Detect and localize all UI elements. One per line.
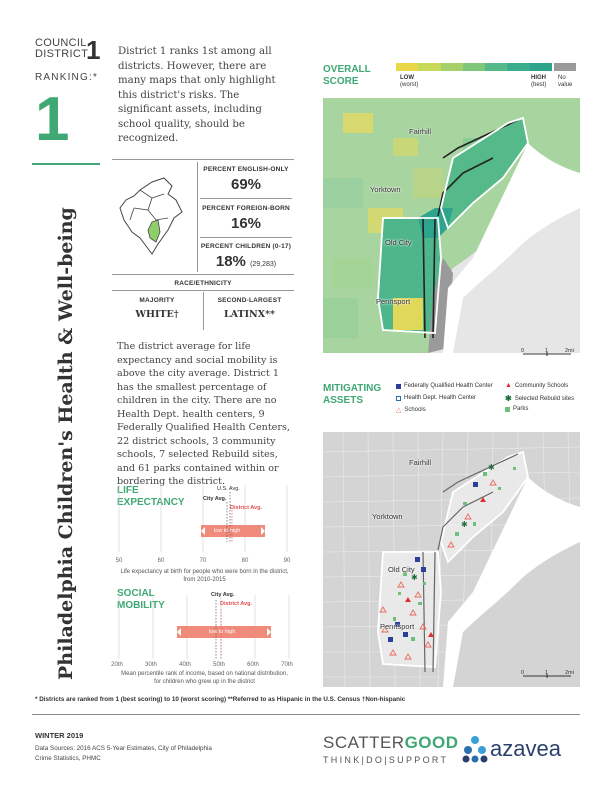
square-outline-icon: [396, 396, 401, 401]
legend-community-schools: ▲ Community Schools: [505, 382, 569, 389]
map-label: Old City: [385, 238, 412, 247]
city-avg-label: City Avg.: [203, 496, 227, 502]
scale-swatch: [441, 63, 463, 71]
page-title: Philadelphia Children's Health & Well-being: [55, 207, 77, 680]
divider: [32, 714, 580, 715]
english-only-value: 69%: [230, 176, 262, 193]
scale-swatch: [485, 63, 507, 71]
legend-health-dept: Health Dept. Health Center: [396, 395, 476, 401]
life-expectancy-chart: [117, 480, 297, 560]
mitigating-assets-map: [323, 432, 580, 687]
english-only-label: PERCENT ENGLISH-ONLY: [203, 166, 289, 173]
tick-label: 70: [199, 558, 207, 564]
data-sources: Data Sources: 2016 ACS 5-Year Estimates, City of Philadelphia Crime Statistics, PHMC: [35, 745, 212, 762]
foreign-born-value: 16%: [230, 215, 262, 232]
scale-label: 2mi: [565, 670, 574, 676]
life-expectancy-caption: Life expectancy at birth for people who were born in the district, from 2010-2015: [120, 569, 289, 583]
map-label: Pennsport: [380, 622, 415, 631]
map-label: Old City: [388, 565, 415, 574]
social-mobility-caption: Mean percentile rank of income, based on national distribution, for children who grew up in the district: [121, 671, 288, 685]
tick-label: 80: [241, 558, 249, 564]
overall-score-title: OVERALL SCORE: [323, 64, 371, 87]
district-locator-map: [112, 160, 197, 270]
triangle-outline-icon: △: [396, 407, 402, 414]
tick-label: 90: [283, 558, 291, 564]
life-expectancy-title: LIFE EXPECTANCY: [117, 485, 185, 508]
scattergood-logo: SCATTERGOOD: [323, 733, 459, 752]
range-label: low to high: [209, 629, 236, 635]
park-square-icon: [505, 407, 510, 412]
map-label: Pennsport: [376, 297, 411, 306]
us-avg-label: U.S. Avg.: [217, 486, 240, 492]
tick-label: 50th: [213, 662, 225, 668]
scattergood-tagline: THINK|DO|SUPPORT: [323, 755, 449, 765]
low-label: LOW (worst): [400, 75, 419, 88]
scale-label: 0: [521, 348, 525, 354]
divider: [200, 237, 292, 238]
map-label: Fairhill: [409, 458, 432, 467]
high-label: HIGH (best): [531, 75, 547, 88]
season-label: WINTER 2019: [35, 731, 84, 740]
scale-label: 1: [545, 670, 549, 676]
tick-label: 30th: [145, 662, 157, 668]
divider: [203, 292, 204, 330]
tick-label: 40th: [179, 662, 191, 668]
second-largest-value: LATINX**: [223, 309, 276, 320]
council-district-label: COUNCIL DISTRICT: [35, 37, 89, 60]
map-label: Fairhill: [409, 127, 432, 136]
tick-label: 70th: [281, 662, 293, 668]
legend-schools: △ Schools: [396, 407, 426, 414]
second-largest-label: SECOND-LARGEST: [217, 297, 282, 304]
tick-label: 20th: [111, 662, 123, 668]
foreign-born-label: PERCENT FOREIGN-BORN: [202, 205, 290, 212]
scale-label: 0: [521, 670, 525, 676]
city-avg-label: City Avg.: [211, 592, 235, 598]
svg-text:✱: ✱: [411, 573, 418, 582]
map-label: Yorktown: [372, 512, 403, 521]
ranking-value: 1: [35, 85, 70, 154]
azavea-logo: azavea: [490, 736, 561, 761]
divider: [112, 274, 294, 275]
asterisk-icon: ✱: [505, 394, 512, 403]
svg-text:✱: ✱: [461, 520, 468, 529]
scale-swatch: [554, 63, 576, 71]
legend-parks: Parks: [505, 406, 528, 412]
intro-text: District 1 ranks 1st among all districts. However, there are many maps that only highlight this district's risks. The significant assets, including school quality, should be recognized.: [118, 46, 276, 144]
scale-swatch: [507, 63, 529, 71]
range-label: low to high: [214, 528, 241, 534]
majority-label: MAJORITY: [139, 297, 175, 304]
scale-swatch: [396, 63, 418, 71]
scale-swatch: [418, 63, 440, 71]
district-avg-label: District Avg.: [220, 601, 252, 607]
scale-swatch: [530, 63, 552, 71]
triangle-icon: ▲: [505, 382, 512, 389]
square-icon: [396, 384, 401, 389]
social-mobility-title: SOCIAL MOBILITY: [117, 588, 165, 611]
tick-label: 60: [157, 558, 165, 564]
scale-swatch: [463, 63, 485, 71]
district-description: The district average for life expectancy and social mobility is above the city average. District 1 has the smallest percentage of children in the city. There are no Health Dept. health centers, 9 Federally Qualified Health Centers, 22 district schools, 3 community schools, 7 selected Rebuild sites, and 61 parks contained within or bordering the district.: [117, 341, 290, 487]
tick-label: 50: [115, 558, 123, 564]
azavea-logo-icon: [462, 735, 488, 768]
map-label: Yorktown: [370, 185, 401, 194]
ranking-label: RANKING:*: [35, 72, 99, 83]
children-value: 18% (29,283): [215, 253, 277, 270]
scale-label: 2mi: [565, 348, 574, 354]
divider: [112, 290, 294, 291]
divider: [197, 162, 198, 272]
social-mobility-chart: [117, 585, 297, 665]
no-value-label: No value: [558, 75, 573, 88]
race-label: RACE/ETHNICITY: [174, 280, 232, 287]
scale-label: 1: [545, 348, 549, 354]
children-label: PERCENT CHILDREN (0-17): [200, 243, 292, 250]
mitigating-assets-title: MITIGATING ASSETS: [323, 383, 382, 406]
overall-score-map: [323, 98, 580, 353]
score-color-scale: [396, 63, 576, 71]
footnote: * Districts are ranked from 1 (best scoring) to 10 (worst scoring) **Referred to as Hispanic in the U.S. Census †Non-hispanic: [35, 696, 406, 703]
district-avg-label: District Avg.: [230, 505, 262, 511]
legend-fqhc: Federally Qualified Health Center: [396, 383, 493, 389]
svg-text:✱: ✱: [488, 463, 495, 472]
majority-value: WHITE†: [135, 309, 179, 320]
divider: [200, 198, 292, 199]
legend-rebuild: ✱ Selected Rebuild sites: [505, 394, 575, 403]
district-number: 1: [86, 35, 101, 65]
tick-label: 60th: [247, 662, 259, 668]
divider: [32, 163, 100, 165]
